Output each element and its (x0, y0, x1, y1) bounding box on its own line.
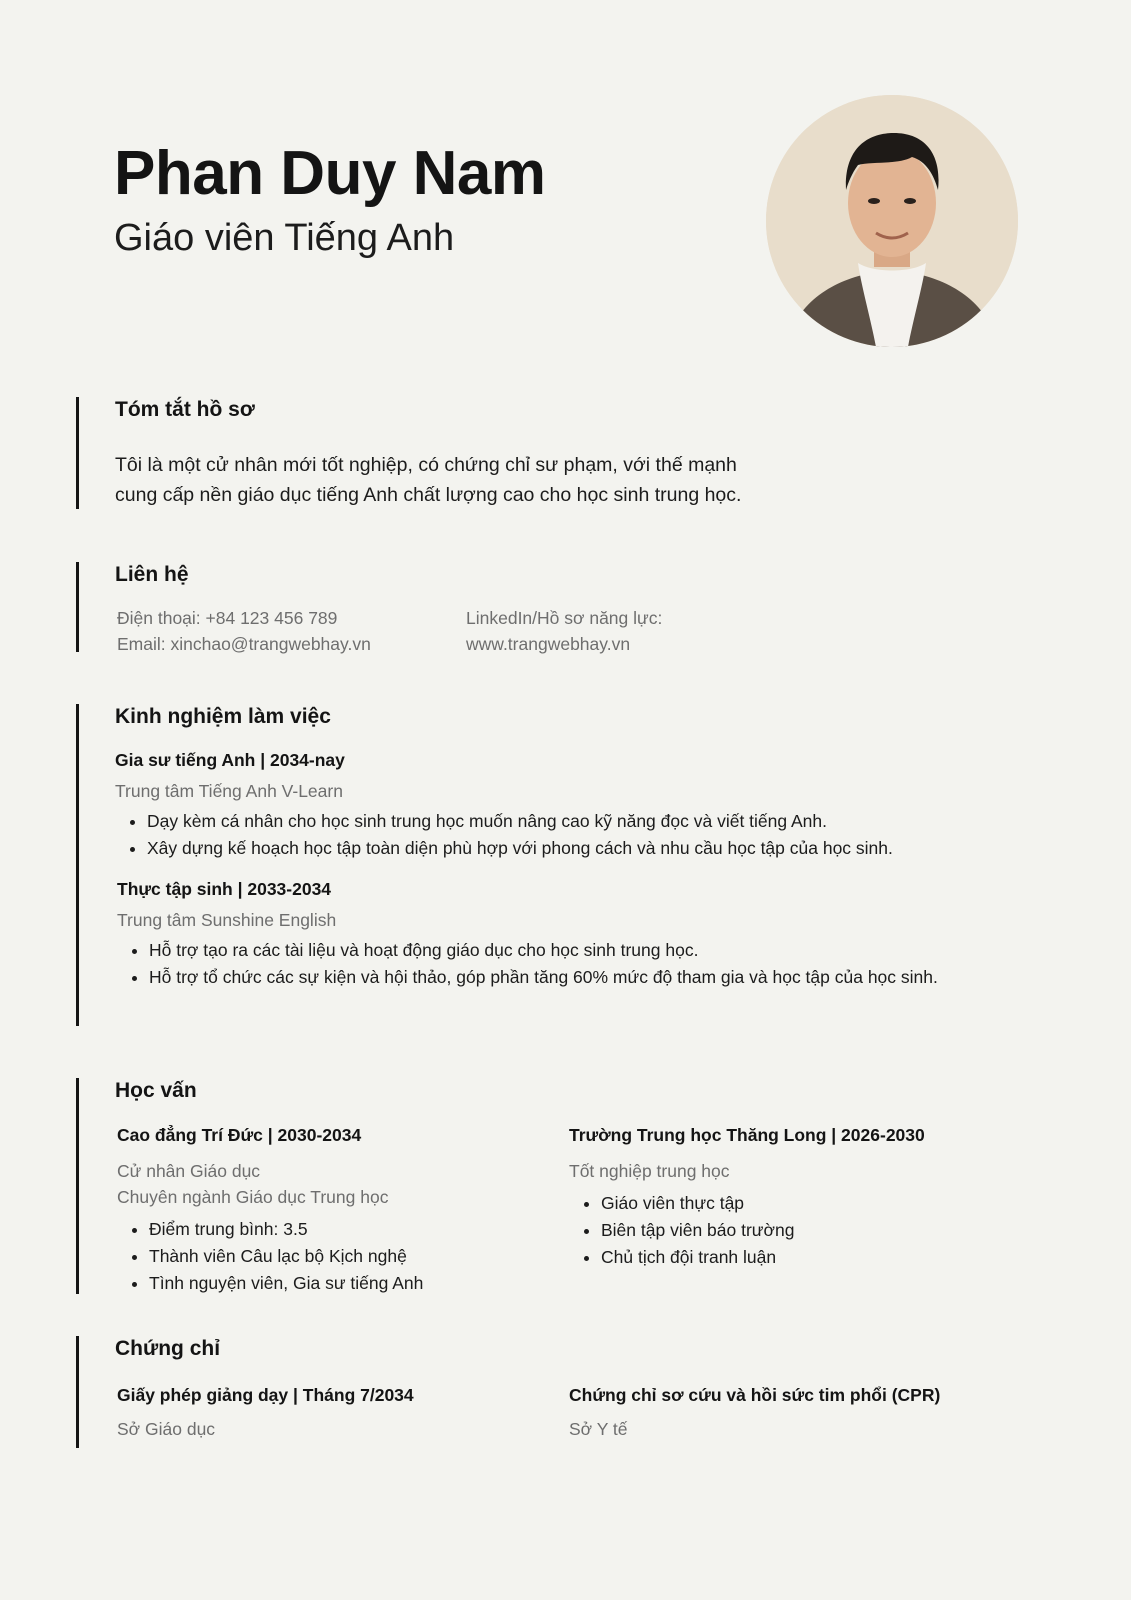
candidate-role: Giáo viên Tiếng Anh (114, 217, 455, 259)
school-degree: Tốt nghiệp trung học (569, 1161, 730, 1181)
certificate-issuer: Sở Y tế (569, 1419, 628, 1439)
job-entry (115, 878, 969, 991)
portrait-image (766, 95, 1018, 347)
school-degree: Cử nhân Giáo dục (117, 1161, 261, 1181)
contact-col-left (117, 605, 371, 657)
list-item: • Biên tập viên báo trường (601, 1217, 999, 1244)
contact-details (115, 605, 663, 665)
experience-heading: Kinh nghiệm làm việc (115, 705, 331, 728)
list-item: • Điểm trung bình: 3.5 (149, 1216, 537, 1243)
certificates-heading: Chứng chỉ (115, 1337, 221, 1360)
contact-heading: Liên hệ (115, 563, 189, 586)
certificate-issuer: Sở Giáo dục (117, 1419, 216, 1439)
list-item: • Chủ tịch đội tranh luận (601, 1244, 999, 1271)
profile-photo (766, 95, 1018, 347)
certificate-title: Giấy phép giảng dạy | Tháng 7/2034 (117, 1385, 414, 1405)
list-item: • Hỗ trợ tạo ra các tài liệu và hoạt động giáo dục cho học sinh trung học. (149, 937, 969, 964)
certificates-section (76, 1336, 996, 1448)
list-item: • Thành viên Câu lạc bộ Kịch nghệ (149, 1243, 537, 1270)
job-bullets (115, 808, 969, 862)
school-bullets (569, 1190, 999, 1271)
list-item: • Hỗ trợ tổ chức các sự kiện và hội thảo, góp phần tăng 60% mức độ tham gia và học tập của học sinh. (149, 964, 969, 991)
summary-heading: Tóm tắt hồ sơ (115, 398, 255, 421)
website-link[interactable]: www.trangwebhay.vn (466, 634, 631, 655)
phone-text: Điện thoại: +84 123 456 789 (117, 608, 338, 629)
education-entry (117, 1124, 537, 1297)
education-entry (569, 1124, 999, 1271)
candidate-name: Phan Duy Nam (114, 139, 546, 208)
list-item: • Dạy kèm cá nhân cho học sinh trung học muốn nâng cao kỹ năng đọc và viết tiếng Anh. (147, 808, 969, 835)
job-organization: Trung tâm Sunshine English (117, 910, 337, 931)
contact-section (76, 562, 663, 655)
list-item: • Giáo viên thực tập (601, 1190, 999, 1217)
education-section (76, 1078, 996, 1294)
school-title: Cao đẳng Trí Đức | 2030-2034 (117, 1125, 362, 1145)
summary-body (115, 450, 741, 510)
certificate-title: Chứng chỉ sơ cứu và hồi sức tim phổi (CPR) (569, 1385, 941, 1405)
experience-section (76, 704, 969, 1026)
list-item: • Tình nguyện viên, Gia sư tiếng Anh (149, 1270, 537, 1297)
certificate-entry (569, 1384, 940, 1440)
summary-line: Tôi là một cử nhân mới tốt nghiệp, có chứng chỉ sư phạm, với thế mạnh (115, 454, 737, 477)
school-major: Chuyên ngành Giáo dục Trung học (117, 1187, 389, 1207)
job-bullets (117, 937, 969, 991)
contact-col-right (466, 605, 662, 657)
summary-section (76, 397, 741, 509)
school-title: Trường Trung học Thăng Long | 2026-2030 (569, 1125, 925, 1145)
job-title: Gia sư tiếng Anh | 2034-nay (115, 750, 345, 771)
job-entry (115, 749, 969, 862)
school-bullets (117, 1216, 537, 1297)
linkedin-label: LinkedIn/Hồ sơ năng lực: (466, 608, 663, 629)
job-organization: Trung tâm Tiếng Anh V-Learn (115, 781, 343, 802)
job-title: Thực tập sinh | 2033-2034 (117, 879, 332, 900)
education-heading: Học vấn (115, 1079, 197, 1102)
summary-line: cung cấp nền giáo dục tiếng Anh chất lượng cao cho học sinh trung học. (115, 484, 742, 507)
list-item: • Xây dựng kế hoạch học tập toàn diện phù hợp với phong cách và nhu cầu học tập của học sinh. (147, 835, 969, 862)
email-text: Email: xinchao@trangwebhay.vn (117, 634, 371, 655)
certificate-entry (117, 1384, 414, 1440)
